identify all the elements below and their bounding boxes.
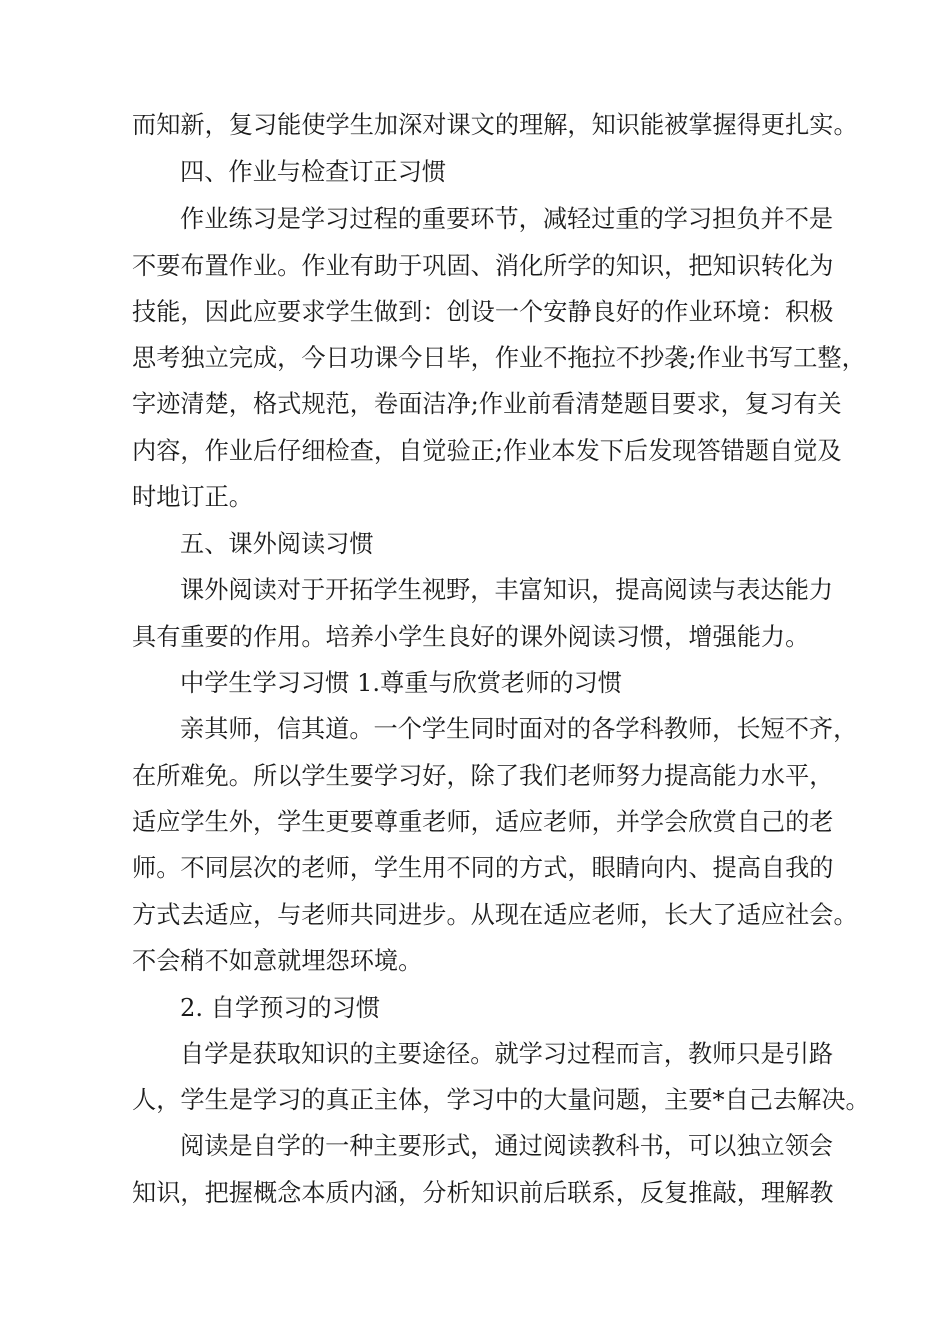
body-text-line: 知识，把握概念本质内涵，分析知识前后联系，反复推敲，理解教 — [132, 1179, 834, 1207]
section-heading: 五、课外阅读习惯 — [180, 530, 374, 558]
body-text-line: 具有重要的作用。培养小学生良好的课外阅读习惯，增强能力。 — [132, 623, 810, 651]
body-text-line: 技能，因此应要求学生做到：创设一个安静良好的作业环境：积极 — [132, 298, 834, 326]
body-text-line: 师。不同层次的老师，学生用不同的方式，眼睛向内、提高自我的 — [132, 854, 834, 882]
body-text-line: 方式去适应，与老师共同进步。从现在适应老师，长大了适应社会。 — [132, 901, 858, 929]
body-text-line: 自学是获取知识的主要途径。就学习过程而言，教师只是引路 — [180, 1040, 834, 1068]
section-heading: 中学生学习习惯 1.尊重与欣赏老师的习惯 — [180, 669, 622, 697]
body-text-line: 作业练习是学习过程的重要环节，减轻过重的学习担负并不是 — [180, 205, 834, 233]
body-text-line: 字迹清楚，格式规范，卷面洁净;作业前看清楚题目要求，复习有关 — [132, 390, 842, 418]
body-text-line: 亲其师，信其道。一个学生同时面对的各学科教师，长短不齐， — [180, 715, 858, 743]
body-text-line: 阅读是自学的一种主要形式，通过阅读教科书，可以独立领会 — [180, 1132, 834, 1160]
body-text-line: 不会稍不如意就埋怨环境。 — [132, 947, 423, 975]
section-heading: 2. 自学预习的习惯 — [180, 994, 381, 1022]
body-text-line: 人，学生是学习的真正主体，学习中的大量问题，主要*自己去解决。 — [132, 1086, 870, 1114]
body-text-line: 而知新，复习能使学生加深对课文的理解，知识能被掌握得更扎实。 — [132, 111, 858, 139]
body-text-line: 内容，作业后仔细检查，自觉验正;作业本发下后发现答错题自觉及 — [132, 437, 842, 465]
body-text-line: 时地订正。 — [132, 483, 253, 511]
section-heading: 四、作业与检查订正习惯 — [180, 158, 447, 186]
body-text-line: 不要布置作业。作业有助于巩固、消化所学的知识，把知识转化为 — [132, 252, 834, 280]
body-text-line: 课外阅读对于开拓学生视野，丰富知识，提高阅读与表达能力 — [180, 576, 834, 604]
body-text-line: 思考独立完成，今日功课今日毕，作业不拖拉不抄袭;作业书写工整， — [132, 344, 866, 372]
body-text-line: 适应学生外，学生更要尊重老师，适应老师，并学会欣赏自己的老 — [132, 808, 834, 836]
body-text-line: 在所难免。所以学生要学习好，除了我们老师努力提高能力水平， — [132, 762, 834, 790]
